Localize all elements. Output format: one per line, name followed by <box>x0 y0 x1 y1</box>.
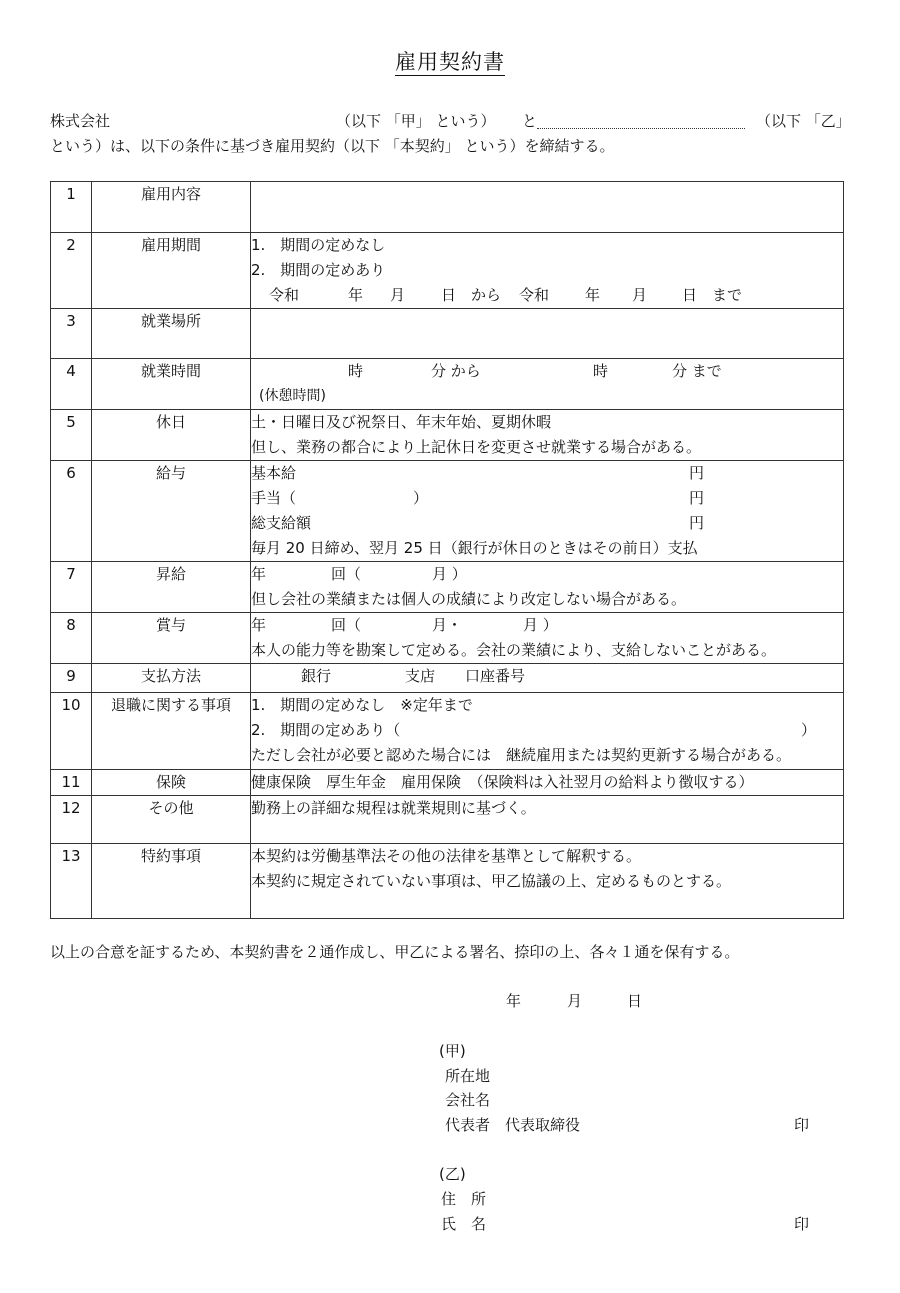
branch-label: 支店 <box>405 667 436 685</box>
table-row <box>51 359 844 410</box>
hour-label: 時 <box>593 362 609 380</box>
total-label: 総支給額 <box>251 514 312 532</box>
yen-label: 円 <box>689 489 705 507</box>
base-salary-label: 基本給 <box>251 464 297 482</box>
bank-label: 銀行 <box>301 667 332 685</box>
until-label: まで <box>712 286 743 304</box>
payment-line <box>251 664 843 689</box>
yen-label: 円 <box>689 464 705 482</box>
row-number: 8 <box>51 613 92 664</box>
party-a-rep-label: 代表者 代表取締役 <box>445 1116 581 1134</box>
era-label: 令和 <box>269 286 300 304</box>
row-content <box>251 562 844 613</box>
row-item: 就業時間 <box>92 359 251 410</box>
row-item: 就業場所 <box>92 309 251 359</box>
party-a-seal: 印 <box>794 1116 810 1134</box>
row-number: 13 <box>51 844 92 919</box>
account-label: 口座番号 <box>465 667 526 685</box>
table-row <box>51 770 844 796</box>
retire-fixed-label: 2. 期間の定めあり（ <box>251 721 401 739</box>
break-time: (休憩時間) <box>259 388 326 404</box>
row-item: 休日 <box>92 410 251 461</box>
month-label: 月・ <box>432 616 463 634</box>
special-line-1: 本契約は労働基準法その他の法律を基準として解釈する。 <box>251 847 642 865</box>
bonus-line <box>251 613 843 638</box>
insurance-line: 健康保険 厚生年金 雇用保険 （保険料は入社翌月の給料より徴収する） <box>251 773 754 791</box>
retire-none: 1. 期間の定めなし ※定年まで <box>251 696 473 714</box>
holidays-line: 土・日曜日及び祝祭日、年末年始、夏期休暇 <box>251 413 552 431</box>
year-label: 年 <box>585 286 601 304</box>
row-number: 2 <box>51 233 92 309</box>
month-label: 月 ） <box>432 565 467 583</box>
party-a-header: (甲) <box>439 1042 466 1060</box>
day-label: 日 <box>441 286 457 304</box>
row-item: 支払方法 <box>92 664 251 693</box>
row-item: 保険 <box>92 770 251 796</box>
period-dates <box>251 283 843 308</box>
base-salary-line <box>251 461 843 486</box>
row-item: その他 <box>92 796 251 844</box>
row-number: 7 <box>51 562 92 613</box>
month-label: 月 <box>390 286 406 304</box>
row-content <box>251 359 844 410</box>
year-label: 年 <box>348 286 364 304</box>
month-label: 月 <box>632 286 648 304</box>
year-label: 年 <box>251 616 267 634</box>
yen-label: 円 <box>689 514 705 532</box>
table-row <box>51 796 844 844</box>
row-content <box>251 796 844 844</box>
row-content <box>251 770 844 796</box>
row-number: 9 <box>51 664 92 693</box>
table-row <box>51 410 844 461</box>
row-content <box>251 182 844 233</box>
party-b-seal: 印 <box>794 1215 810 1233</box>
table-row <box>51 613 844 664</box>
row-content <box>251 461 844 562</box>
table-row <box>51 562 844 613</box>
row-item: 特約事項 <box>92 844 251 919</box>
table-row <box>51 461 844 562</box>
party-b-label: （以下 「乙」 <box>756 112 851 130</box>
row-number: 10 <box>51 693 92 770</box>
era-label: 令和 <box>519 286 550 304</box>
date-year-label: 年 <box>506 992 522 1010</box>
period-none: 1. 期間の定めなし <box>251 236 386 254</box>
from-label: から <box>471 286 502 304</box>
row-number: 5 <box>51 410 92 461</box>
times-label: 回（ <box>331 616 362 634</box>
date-month-label: 月 <box>567 992 583 1010</box>
retire-fixed <box>251 718 843 743</box>
row-content <box>251 613 844 664</box>
table-row <box>51 309 844 359</box>
row-item: 退職に関する事項 <box>92 693 251 770</box>
row-content <box>251 844 844 919</box>
retire-fixed-close: ） <box>801 721 817 739</box>
allowance-label: 手当（ <box>251 489 297 507</box>
allowance-close: ） <box>413 489 429 507</box>
total-line <box>251 511 843 536</box>
year-label: 年 <box>251 565 267 583</box>
row-number: 3 <box>51 309 92 359</box>
row-number: 4 <box>51 359 92 410</box>
special-line-2: 本契約に規定されていない事項は、甲乙協議の上、定めるものとする。 <box>251 872 732 890</box>
party-a-company-label: 会社名 <box>445 1091 491 1109</box>
day-label: 日 <box>682 286 698 304</box>
party-b-header: (乙) <box>439 1165 466 1183</box>
closing-statement: 以上の合意を証するため、本契約書を２通作成し、甲乙による署名、捺印の上、各々１通を保有する。 <box>50 943 740 961</box>
minute-from-label: 分 から <box>431 362 481 380</box>
row-item: 賞与 <box>92 613 251 664</box>
table-row <box>51 693 844 770</box>
row-item: 雇用期間 <box>92 233 251 309</box>
row-number: 6 <box>51 461 92 562</box>
row-content <box>251 309 844 359</box>
intro-line-2: という）は、以下の条件に基づき雇用契約（以下 「本契約」 という）を締結する。 <box>50 137 615 155</box>
hour-label: 時 <box>348 362 364 380</box>
party-a-address-label: 所在地 <box>445 1067 491 1085</box>
holidays-note: 但し、業務の都合により上記休日を変更させ就業する場合がある。 <box>251 438 702 456</box>
row-content <box>251 410 844 461</box>
work-hours <box>251 359 843 384</box>
row-number: 1 <box>51 182 92 233</box>
row-content <box>251 664 844 693</box>
date-day-label: 日 <box>627 992 643 1010</box>
bonus-note: 本人の能力等を勘案して定める。会社の業績により、支給しないことがある。 <box>251 641 777 659</box>
row-item: 昇給 <box>92 562 251 613</box>
table-row <box>51 233 844 309</box>
raise-line <box>251 562 843 587</box>
party-a-label: （以下 「甲」 という） <box>336 112 496 130</box>
contract-table <box>50 181 844 919</box>
raise-note: 但し会社の業績または個人の成績により改定しない場合がある。 <box>251 590 687 608</box>
row-content <box>251 693 844 770</box>
row-item: 給与 <box>92 461 251 562</box>
period-fixed: 2. 期間の定めあり <box>251 261 386 279</box>
row-number: 11 <box>51 770 92 796</box>
row-content <box>251 233 844 309</box>
party-b-blank-line <box>537 128 745 129</box>
other-line: 勤務上の詳細な規程は就業規則に基づく。 <box>251 799 536 817</box>
row-number: 12 <box>51 796 92 844</box>
pay-schedule: 毎月 20 日締め、翌月 25 日（銀行が休日のときはその前日）支払 <box>251 539 698 557</box>
party-b-address-label: 住 所 <box>441 1190 487 1208</box>
table-row <box>51 664 844 693</box>
table-row <box>51 182 844 233</box>
retire-note: ただし会社が必要と認めた場合には 継続雇用または契約更新する場合がある。 <box>251 746 792 764</box>
allowance-line <box>251 486 843 511</box>
month-label: 月 ） <box>523 616 558 634</box>
minute-until-label: 分 まで <box>672 362 722 380</box>
and-label: と <box>522 112 538 130</box>
row-item: 雇用内容 <box>92 182 251 233</box>
party-b-name-label: 氏 名 <box>441 1215 487 1233</box>
company-prefix: 株式会社 <box>50 112 111 130</box>
document-title: 雇用契約書 <box>395 50 505 74</box>
table-row <box>51 844 844 919</box>
times-label: 回（ <box>331 565 362 583</box>
